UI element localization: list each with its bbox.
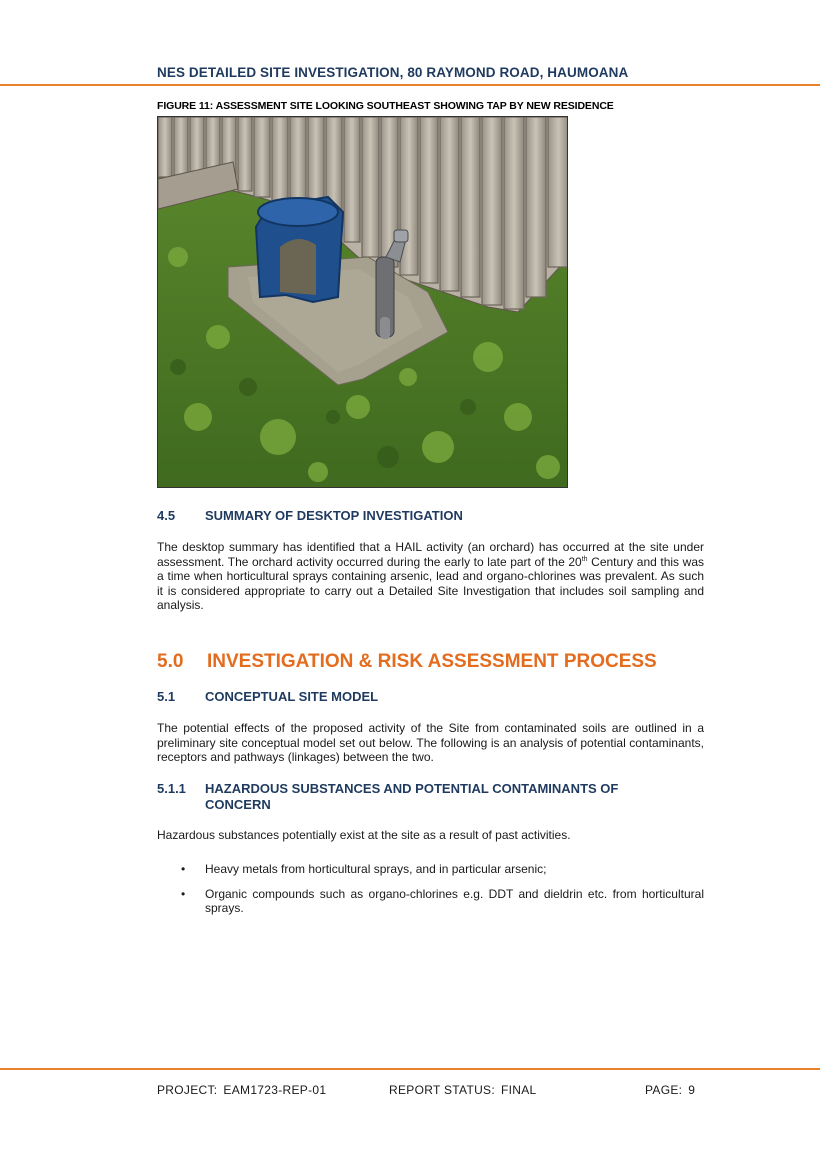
footer-divider bbox=[0, 1068, 820, 1070]
footer-status-label: REPORT STATUS: bbox=[389, 1083, 495, 1097]
bullet-icon: • bbox=[181, 862, 186, 876]
section-title: INVESTIGATION & RISK ASSESSMENT PROCESS bbox=[207, 651, 657, 672]
bullet-icon: • bbox=[181, 886, 186, 901]
section-number: 5.1 bbox=[157, 689, 176, 704]
paragraph-hazardous-substances: Hazardous substances potentially exist at the site as a result of past activities. bbox=[157, 828, 571, 842]
footer-status-value: FINAL bbox=[501, 1083, 537, 1097]
section-title: HAZARDOUS SUBSTANCES AND POTENTIAL CONTAMINANTS OF CONCERN bbox=[205, 781, 619, 812]
footer-project-label: PROJECT: bbox=[157, 1083, 218, 1097]
section-heading-4-5 bbox=[157, 508, 463, 523]
list-item bbox=[157, 887, 704, 916]
contaminant-list bbox=[157, 862, 704, 926]
footer-page bbox=[645, 1083, 695, 1097]
page-header-title: NES DETAILED SITE INVESTIGATION, 80 RAYMOND ROAD, HAUMOANA bbox=[157, 65, 629, 80]
footer-page-label: PAGE: bbox=[645, 1083, 683, 1097]
section-title: SUMMARY OF DESKTOP INVESTIGATION bbox=[205, 508, 463, 523]
section-heading-5-1 bbox=[157, 689, 378, 704]
site-photo bbox=[157, 116, 568, 488]
list-item-text: Organic compounds such as organo-chlorines e.g. DDT and dieldrin etc. from horticultural sprays. bbox=[205, 886, 704, 915]
section-number: 5.1.1 bbox=[157, 781, 186, 796]
footer-status bbox=[389, 1083, 537, 1097]
superscript: th bbox=[581, 555, 588, 563]
paragraph-text: The desktop summary has identified that a HAIL activity (an orchard) has occurred at the site under assessment. The orchard activity occurred during the early to late part of the 20 bbox=[157, 540, 704, 569]
footer-page-value: 9 bbox=[688, 1083, 696, 1097]
list-item bbox=[157, 862, 704, 877]
section-number: 5.0 bbox=[157, 651, 184, 672]
paragraph-conceptual-model: The potential effects of the proposed activity of the Site from contaminated soils are outlined in a preliminary site conceptual model set out below. The following is an analysis of potential contaminants, receptors and pathways (linkages) between the two. bbox=[157, 721, 704, 764]
footer-project bbox=[157, 1083, 326, 1097]
section-heading-5-1-1 bbox=[157, 781, 657, 813]
section-title: CONCEPTUAL SITE MODEL bbox=[205, 689, 379, 704]
header-divider bbox=[0, 84, 820, 86]
figure-caption: FIGURE 11: ASSESSMENT SITE LOOKING SOUTHEAST SHOWING TAP BY NEW RESIDENCE bbox=[157, 100, 614, 112]
section-number: 4.5 bbox=[157, 508, 176, 523]
section-heading-5-0 bbox=[157, 651, 657, 673]
paragraph-text: Century and this was a time when horticultural sprays containing arsenic, lead and organo-chlorines was prevalent. As such it is considered appropriate to carry out a Detailed Site Investigation that includes soil sampling and analysis. bbox=[157, 554, 704, 612]
paragraph-desktop-summary bbox=[157, 540, 704, 613]
list-item-text: Heavy metals from horticultural sprays, and in particular arsenic; bbox=[205, 862, 547, 876]
footer-project-value: EAM1723-REP-01 bbox=[223, 1083, 327, 1097]
